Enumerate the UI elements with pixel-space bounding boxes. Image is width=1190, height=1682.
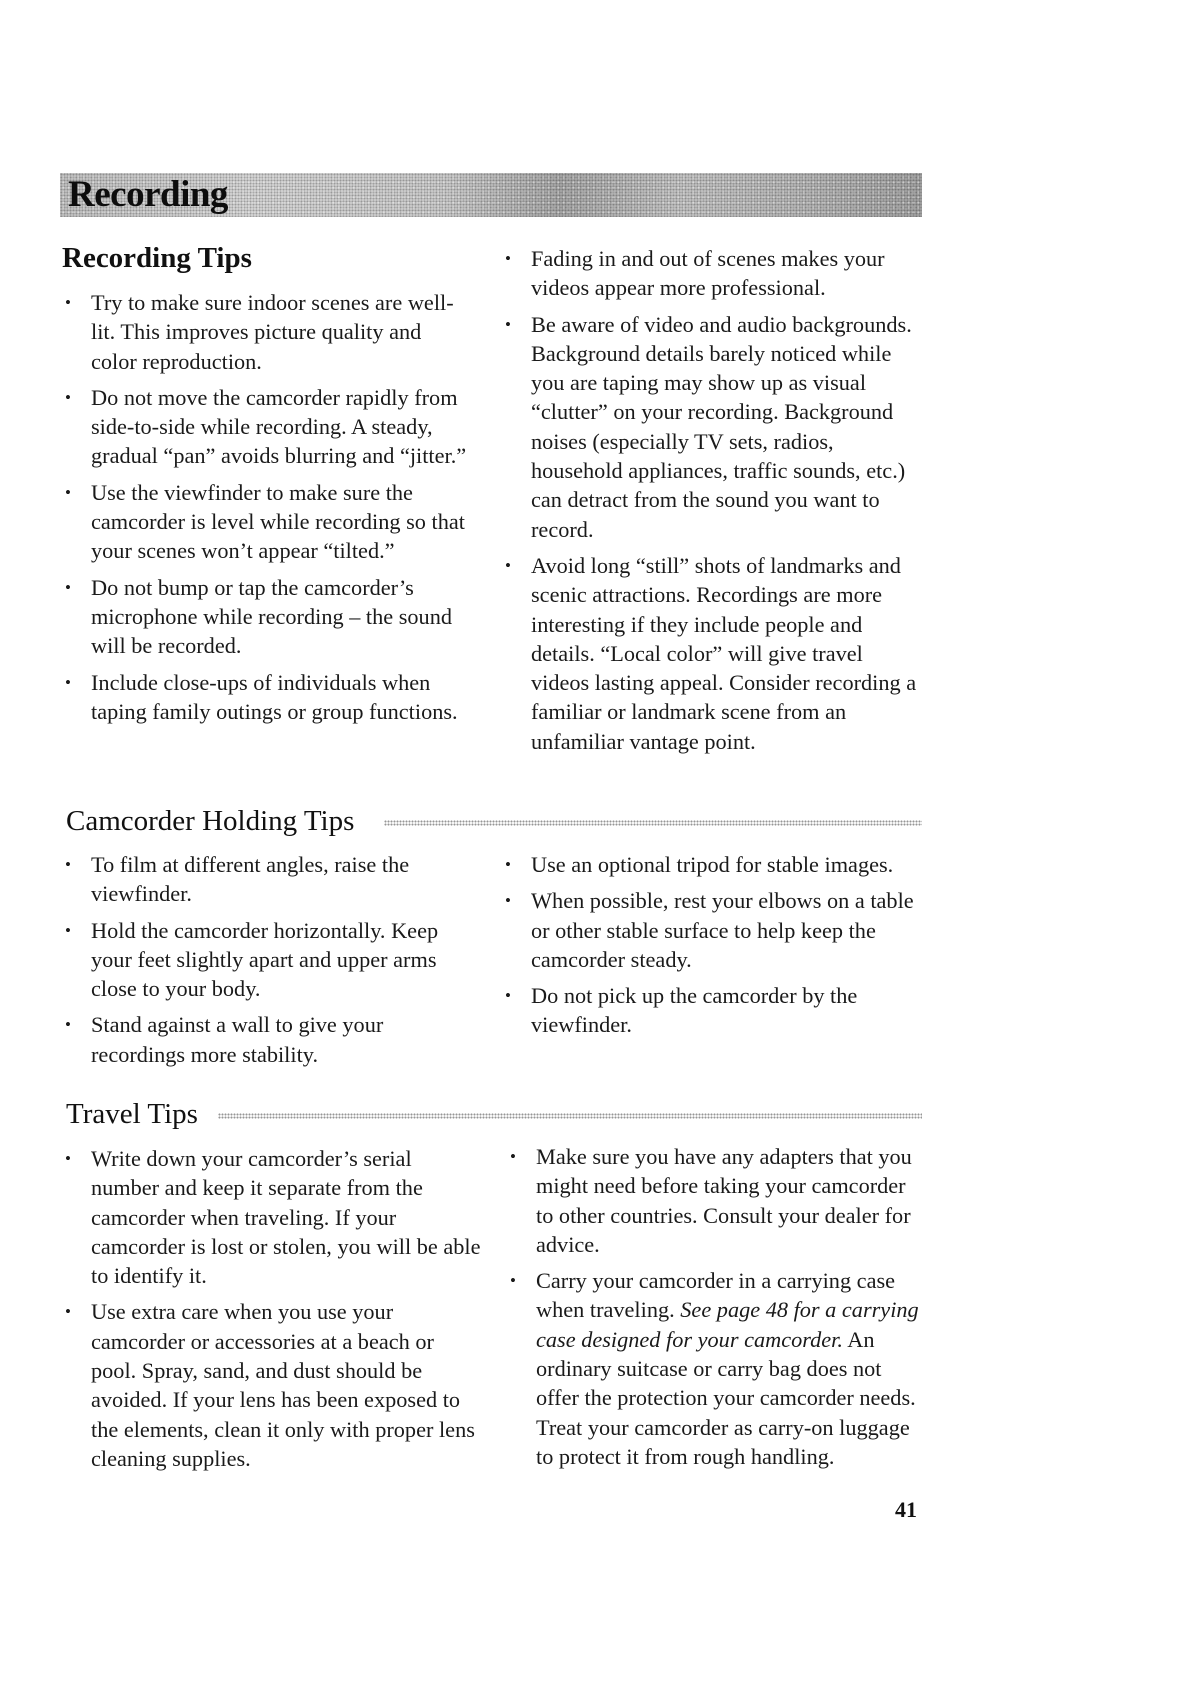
list-item: • Use extra care when you use your camcorder or accessories at a beach or pool. Spray, sand, and dust should be avoided. If your lens has been exposed to the elements, clean it only with proper lens cleaning supplies.: [62, 1297, 482, 1473]
travel-tips-right-list: [507, 1142, 922, 1478]
list-item: • Do not move the camcorder rapidly from side-to-side while recording. A steady, gradual “pan” avoids blurring and “jitter.”: [62, 383, 472, 471]
list-item: • Write down your camcorder’s serial number and keep it separate from the camcorder when traveling. If your camcorder is lost or stolen, you will be able to identify it.: [62, 1144, 482, 1290]
section-banner: [60, 173, 922, 217]
recording-tips-heading: Recording Tips: [62, 242, 252, 274]
list-item: • Include close-ups of individuals when taping family outings or group functions.: [62, 668, 472, 727]
holding-tips-right-list: [502, 850, 922, 1047]
list-item: [507, 1266, 922, 1471]
list-item: • Hold the camcorder horizontally. Keep your feet slightly apart and upper arms close to your body.: [62, 916, 482, 1004]
recording-tips-right-list: [502, 244, 922, 763]
list-item: • Use an optional tripod for stable images.: [502, 850, 922, 879]
banner-title: Recording: [68, 174, 228, 215]
page-number: 41: [895, 1497, 917, 1522]
list-item: • Be aware of video and audio backgrounds. Background details barely noticed while you are taping may show up as visual “clutter” on your recording. Background noises (especially TV sets, radios, household appliances, traffic sounds, etc.) can detract from the sound you want to record.: [502, 310, 922, 544]
list-item: • Stand against a wall to give your recordings more stability.: [62, 1010, 482, 1069]
list-item: • When possible, rest your elbows on a table or other stable surface to help keep the camcorder steady.: [502, 886, 922, 974]
list-item: • Try to make sure indoor scenes are well-lit. This improves picture quality and color reproduction.: [62, 288, 472, 376]
carry-text-before: Carry your camcorder in a carrying case when traveling.: [536, 1268, 896, 1323]
carry-case-reference: See page 48 for a carrying case designed for your camcorder.: [536, 1297, 919, 1352]
list-item: • Avoid long “still” shots of landmarks and scenic attractions. Recordings are more interesting if they include people and details. “Local color” will give travel videos lasting appeal. Consider recording a familiar or landmark scene from an unfamiliar vantage point.: [502, 551, 922, 756]
list-item: • Do not pick up the camcorder by the viewfinder.: [502, 981, 922, 1040]
holding-tips-heading: Camcorder Holding Tips: [66, 805, 355, 837]
holding-tips-left-list: [62, 850, 482, 1076]
list-item: • Make sure you have any adapters that you might need before taking your camcorder to other countries. Consult your dealer for advice.: [507, 1142, 922, 1259]
holding-tips-divider: [384, 820, 922, 826]
travel-tips-left-list: [62, 1144, 482, 1480]
list-item: • Do not bump or tap the camcorder’s microphone while recording – the sound will be recorded.: [62, 573, 472, 661]
carry-text-after: An ordinary suitcase or carry bag does not offer the protection your camcorder needs. Treat your camcorder as carry-on luggage to protect it from rough handling.: [536, 1326, 916, 1469]
list-item: • To film at different angles, raise the viewfinder.: [62, 850, 482, 909]
travel-tips-divider: [218, 1113, 922, 1119]
travel-tips-heading: Travel Tips: [66, 1098, 198, 1130]
list-item: • Use the viewfinder to make sure the camcorder is level while recording so that your scenes won’t appear “tilted.”: [62, 478, 472, 566]
list-item: • Fading in and out of scenes makes your videos appear more professional.: [502, 244, 922, 303]
recording-tips-left-list: [62, 288, 472, 733]
